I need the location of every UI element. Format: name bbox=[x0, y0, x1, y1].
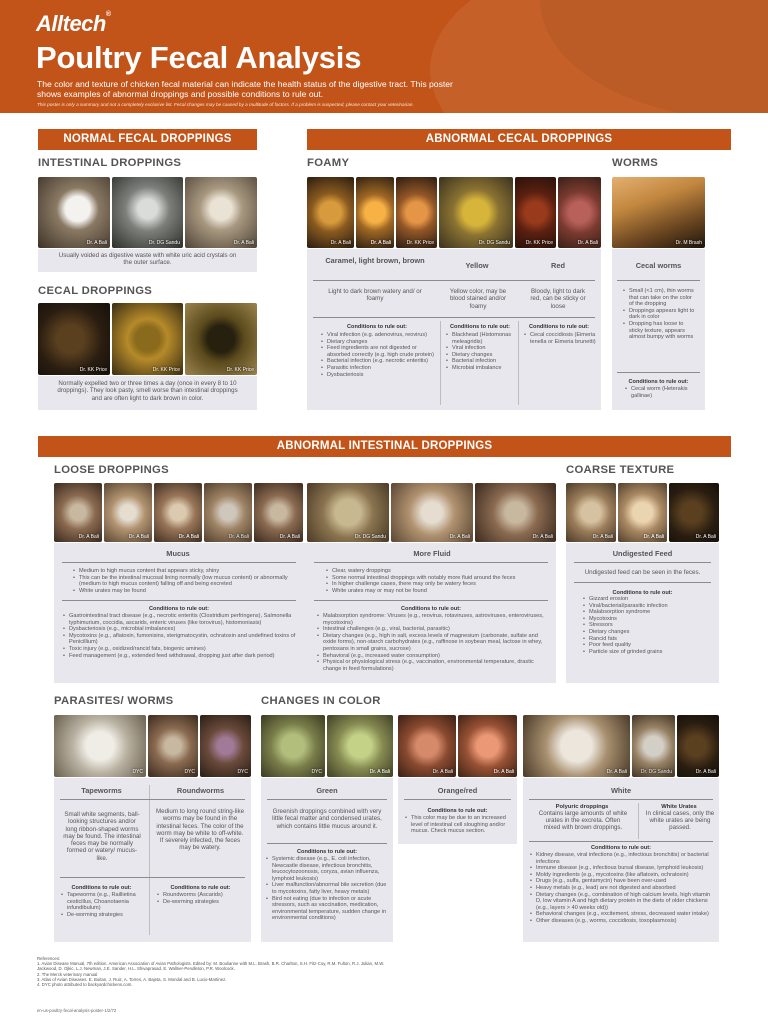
parasites-photo-strip bbox=[54, 715, 251, 777]
foamy-col-title-red: Red bbox=[551, 261, 565, 270]
divider bbox=[529, 799, 713, 800]
divider bbox=[62, 562, 296, 563]
divider bbox=[314, 600, 548, 601]
condition-item: • Mycotoxins (e.g., aflatoxin, fumonisins, sterigmatocystin, ochratoxin and undefined toxins of Penicillium) bbox=[62, 633, 300, 646]
dropping-photo bbox=[515, 177, 556, 248]
dropping-photo bbox=[154, 483, 202, 542]
divider bbox=[62, 600, 296, 601]
condition-item: • Intestinal challenges (e.g., viral, bacterial, parasitic) bbox=[316, 626, 550, 633]
desc-item: • Medium to high mucus content that appears sticky, shiny bbox=[72, 568, 296, 575]
divider bbox=[267, 843, 387, 844]
divider bbox=[617, 280, 700, 281]
condition-item: • Heavy metals (e.g., lead) are not digested and absorbed bbox=[529, 885, 717, 892]
dropping-photo bbox=[566, 483, 616, 542]
mucus-photo-strip bbox=[54, 483, 303, 542]
undigested-feed-title: Undigested Feed bbox=[612, 549, 673, 558]
dropping-photo bbox=[356, 177, 394, 248]
dropping-photo bbox=[475, 483, 556, 542]
divider bbox=[60, 877, 245, 878]
dropping-photo bbox=[669, 483, 719, 542]
dropping-photo bbox=[558, 177, 601, 248]
condition-item: • Moldy ingredients (e.g., mycotoxins (like aflatoxin, ochratoxin) bbox=[529, 872, 717, 879]
dropping-photo bbox=[112, 303, 183, 375]
conditions-list-red bbox=[523, 332, 597, 345]
condition-item: • De-worming strategies bbox=[156, 899, 248, 906]
conditions-list-tapeworms bbox=[60, 892, 148, 918]
dropping-photo bbox=[54, 483, 102, 542]
condition-item: • Parasitic infection bbox=[320, 365, 438, 372]
photo-credit: Dr. M Brash bbox=[675, 240, 702, 246]
conditions-title: Conditions to rule out: bbox=[347, 324, 407, 330]
loose-droppings-heading: LOOSE DROPPINGS bbox=[54, 464, 169, 476]
desc-item: • In higher challenge cases, there may only be watery feces bbox=[325, 581, 547, 588]
divider bbox=[149, 785, 150, 935]
roundworms-desc: Medium to long round string-like worms may be found in the intestinal feces. The color of the worm may be white to off-white. If severely infected, the feces may be watery. bbox=[155, 808, 245, 852]
divider bbox=[574, 562, 711, 563]
cecal-worms-desc bbox=[622, 288, 696, 341]
divider bbox=[60, 799, 245, 800]
cecal-worm-photo bbox=[612, 177, 705, 248]
orange-photo-strip bbox=[398, 715, 517, 777]
dropping-photo bbox=[439, 177, 513, 248]
photo-credit: Dr. A Bali bbox=[449, 534, 470, 540]
conditions-title: Conditions to rule out: bbox=[612, 590, 673, 596]
orange-red-title: Orange/red bbox=[437, 786, 478, 795]
divider bbox=[267, 799, 387, 800]
cecal-caption: Normally expelled two or three times a day (once in every 8 to 10 droppings). They look pasty, smell worse than intestinal droppings and are often light to dark brown in color. bbox=[57, 380, 238, 402]
fluid-desc bbox=[325, 568, 547, 594]
condition-item: • Poor feed quality bbox=[582, 642, 716, 649]
dropping-photo bbox=[112, 177, 183, 248]
condition-item: • Cecal worm (Heterakis gallinae) bbox=[624, 386, 700, 399]
polyuric-desc: Contains large amounts of white urates in the excreta. Often mixed with brown droppings. bbox=[538, 810, 628, 831]
condition-item: • Toxic injury (e.g., oxidized/rancid fats, biogenic amines) bbox=[62, 646, 300, 653]
worms-heading: WORMS bbox=[612, 157, 659, 169]
conditions-title: Conditions to rule out: bbox=[297, 849, 357, 855]
changes-in-color-heading: CHANGES IN COLOR bbox=[261, 695, 381, 707]
white-photo-strip bbox=[523, 715, 719, 777]
fluid-title: More Fluid bbox=[413, 549, 451, 558]
condition-item: • Dietary changes bbox=[582, 629, 716, 636]
conditions-list-green bbox=[265, 856, 391, 922]
desc-item: • White urates may be found bbox=[72, 588, 296, 595]
divider bbox=[574, 582, 711, 583]
condition-item: • Gastrointestinal tract disease (e.g., necrotic enteritis (Clostridium perfringens), Salmonella typhimurium, coccidia, ascarids, enteric viruses (like torovirus), histomoniasis) bbox=[62, 613, 300, 626]
foamy-heading: FOAMY bbox=[307, 157, 350, 169]
photo-credit: Dr. A Bali bbox=[370, 240, 391, 246]
photo-credit: Dr. KK Price bbox=[79, 367, 107, 373]
references-line: 1. Avian Disease Manual, 7th edition. American Association of Avian Pathologists. Edited by: M. Boulianne with M.L. Brash, B.R. Charlton, S.H. Fitz-Coy, R.M. Fulton, R.J. Julian, M.W. bbox=[37, 961, 385, 967]
foamy-col-desc-red: Bloody, light to dark red, can be sticky or loose bbox=[530, 288, 586, 310]
polyuric-title: Polyuric droppings bbox=[555, 804, 609, 810]
dropping-photo bbox=[632, 715, 675, 777]
photo-credit: Dr. A Bali bbox=[532, 534, 553, 540]
references-line: Jackwood, D. Ojkic, L.J. Newman, J.E. Sander, H.L. Shivaprasad, E. Wallner-Pendleton, P.R. Woolcock. bbox=[37, 966, 235, 972]
footer-code: en-us-poultry-fecal-analysis-poster-1/2/72 bbox=[37, 1008, 117, 1013]
photo-credit: Dr. DG Sandu bbox=[478, 240, 510, 246]
references-line: 3. Atlas of Avian Diseases. E. Buitan, J. Ruiz, A. Torres, A. Bajeta, S. Mondal and B. Lucio-Martinez. bbox=[37, 976, 227, 982]
desc-item: • Some normal intestinal droppings with notably more fluid around the feces bbox=[325, 575, 547, 582]
condition-item: • Tapeworms (e.g., Raillietina cesticillus, Choanotaenia infundibulum) bbox=[60, 892, 148, 912]
roundworm-photo bbox=[148, 715, 198, 777]
conditions-list-fluid bbox=[316, 613, 550, 672]
dropping-photo bbox=[307, 483, 389, 542]
tapeworm-photo bbox=[54, 715, 146, 777]
condition-item: • Dysbacteriosis bbox=[320, 372, 438, 379]
conditions-title: Conditions to rule out: bbox=[591, 845, 651, 851]
divider bbox=[638, 803, 639, 839]
dropping-photo bbox=[677, 715, 719, 777]
references bbox=[37, 956, 597, 987]
condition-item: • Behavioral changes (e.g., excitement, stress, decreased water intake) bbox=[529, 911, 717, 918]
conditions-list-mucus bbox=[62, 613, 300, 659]
photo-credit: Dr. A Bali bbox=[493, 769, 514, 775]
references-line: 4. DYC photo attributed to backyardchickens.com. bbox=[37, 982, 133, 988]
dropping-photo bbox=[398, 715, 456, 777]
conditions-list-cecal-worms bbox=[624, 386, 700, 399]
condition-item: • Cecal coccidiosis (Eimeria tenella or Eimeria brunetti) bbox=[523, 332, 597, 345]
conditions-title: Conditions to rule out: bbox=[628, 379, 689, 385]
condition-item: • Roundworms (Ascarids) bbox=[156, 892, 248, 899]
dropping-photo bbox=[185, 177, 257, 248]
condition-item: • Bird not eating (due to infection or acute stressors, such as vaccination, medication, environmental temperature, sudden change in environmental conditions) bbox=[265, 896, 391, 922]
condition-item: • Mycotoxins bbox=[582, 616, 716, 623]
condition-item: • Feed ingredients are not digested or absorbed correctly (e.g. high crude protein) bbox=[320, 345, 438, 358]
photo-credit: DYC bbox=[237, 769, 248, 775]
divider bbox=[529, 841, 713, 842]
foamy-col-title-caramel: Caramel, light brown, brown bbox=[325, 256, 425, 265]
photo-credit: Dr. A Bali bbox=[643, 534, 664, 540]
divider bbox=[518, 321, 519, 405]
photo-credit: DYC bbox=[132, 769, 143, 775]
photo-credit: Dr. A Bali bbox=[86, 240, 107, 246]
conditions-list-coarse bbox=[582, 596, 716, 655]
coarse-photo-strip bbox=[566, 483, 719, 542]
divider bbox=[313, 280, 595, 281]
disclaimer-text: This poster is only a summary and not a completely exclusive list. Fecal changes may be caused by a multitude of factors. If a problem is suspected, please contact your veterinarian. bbox=[37, 102, 414, 107]
dropping-photo bbox=[307, 177, 354, 248]
abnormal-intestinal-banner: ABNORMAL INTESTINAL DROPPINGS bbox=[38, 436, 731, 457]
foamy-photo-strip bbox=[307, 177, 601, 248]
conditions-title: Conditions to rule out: bbox=[71, 885, 132, 891]
condition-item: • Dietary changes (e.g., combination of high calcium levels, high vitamin D, low vitamin A and high dietary protein in the diets of older chickens (e.g., layers > 40 weeks old)) bbox=[529, 892, 717, 912]
divider bbox=[314, 562, 548, 563]
desc-item: • Clear, watery droppings bbox=[325, 568, 547, 575]
condition-item: • Malabsorption syndrome bbox=[582, 609, 716, 616]
condition-item: • Malabsorption syndrome: Viruses (e.g., reovirus, rotaviruses, astroviruses, enteroviruses, mycotoxins) bbox=[316, 613, 550, 626]
condition-item: • Other diseases (e.g., worms, coccidiosis, toxoplasmosis) bbox=[529, 918, 717, 925]
header bbox=[0, 0, 768, 113]
photo-credit: Dr. A Bali bbox=[128, 534, 149, 540]
tapeworms-title: Tapeworms bbox=[81, 786, 122, 795]
roundworms-title: Roundworms bbox=[176, 786, 225, 795]
condition-item: • This color may be due to an increased level of intestinal cell sloughing and/or mucus. Check mucus section. bbox=[404, 815, 514, 835]
condition-item: • Liver malfunction/abnormal bile secretion (due to mycotoxins, fatty liver, heavy metals) bbox=[265, 882, 391, 895]
conditions-list-roundworms bbox=[156, 892, 248, 905]
mucus-desc bbox=[72, 568, 296, 594]
condition-item: • De-worming strategies bbox=[60, 912, 148, 919]
divider bbox=[617, 372, 700, 373]
condition-item: • Physical or physiological stress (e.g., vaccination, environmental temperature, drastic change in feed formulations) bbox=[316, 659, 550, 672]
condition-item: • Viral/bacterial/parasitic infection bbox=[582, 603, 716, 610]
dropping-photo bbox=[458, 715, 517, 777]
photo-credit: Dr. A Bali bbox=[577, 240, 598, 246]
green-desc: Greenish droppings combined with very little fecal matter and condensed urates, which contains little mucus around it. bbox=[272, 808, 382, 830]
conditions-title: Conditions to rule out: bbox=[401, 606, 461, 612]
photo-credit: Dr. A Bali bbox=[279, 534, 300, 540]
photo-credit: Dr. A Bali bbox=[178, 534, 199, 540]
condition-item: • Dietary changes (e.g., high in salt, excess levels of magnesium (carbonate, sulfate and oxide forms), non-starch carbohydrates (e.g., raffinose in soybean meal, lactose in whey, pentosans in small grains, sucrose) bbox=[316, 633, 550, 653]
green-photo-strip bbox=[261, 715, 393, 777]
condition-item: • Dysbacteriosis (e.g., microbial imbalances) bbox=[62, 626, 300, 633]
dropping-photo bbox=[38, 177, 110, 248]
normal-droppings-banner: NORMAL FECAL DROPPINGS bbox=[38, 129, 257, 150]
photo-credit: Dr. A Bali bbox=[330, 240, 351, 246]
photo-credit: Dr. A Bali bbox=[695, 769, 716, 775]
photo-credit: Dr. DG Sandu bbox=[354, 534, 386, 540]
tapeworms-desc: Small white segments, ball-looking structures and/or long ribbon-shaped worms may be found. The intestinal feces may be normally formed or watery/ mucus-like. bbox=[63, 811, 141, 862]
photo-credit: DYC bbox=[311, 769, 322, 775]
dropping-photo bbox=[104, 483, 152, 542]
photo-credit: Dr. A Bali bbox=[233, 240, 254, 246]
condition-item: • Immune disease (e.g., infectious bursal disease, lymphoid leukosis) bbox=[529, 865, 717, 872]
green-title: Green bbox=[316, 786, 338, 795]
parasites-heading: PARASITES/ WORMS bbox=[54, 695, 174, 707]
condition-item: • Rancid fats bbox=[582, 636, 716, 643]
dropping-photo bbox=[185, 303, 257, 375]
photo-credit: Dr. KK Price bbox=[525, 240, 553, 246]
conditions-list-yellow bbox=[445, 332, 517, 372]
photo-credit: Dr. A Bali bbox=[695, 534, 716, 540]
dropping-photo bbox=[523, 715, 630, 777]
white-urates-title: White Urates bbox=[661, 804, 697, 810]
foamy-col-desc-caramel: Light to dark brown watery and/ or foamy bbox=[328, 288, 422, 303]
condition-item: • Viral infection bbox=[445, 345, 517, 352]
condition-item: • Viral infection (e.g. adenovirus, reovirus) bbox=[320, 332, 438, 339]
photo-credit: Dr. A Bali bbox=[592, 534, 613, 540]
divider bbox=[313, 317, 595, 318]
divider bbox=[404, 799, 511, 800]
undigested-feed-desc: Undigested feed can be seen in the feces. bbox=[584, 569, 701, 576]
dropping-photo bbox=[327, 715, 393, 777]
condition-item: • Feed management (e.g., extended feed withdrawal, dropping just after dark period) bbox=[62, 653, 300, 660]
condition-item: • Bacterial infection (e.g. necrotic enteritis) bbox=[320, 358, 438, 365]
condition-item: • Bacterial infection bbox=[445, 358, 517, 365]
conditions-title: Conditions to rule out: bbox=[450, 324, 510, 330]
mucus-title: Mucus bbox=[166, 549, 190, 558]
condition-item: • Dietary changes bbox=[320, 339, 438, 346]
photo-credit: DYC bbox=[184, 769, 195, 775]
condition-item: • Drugs (e.g., sulfa, gentamycin) have been over-used bbox=[529, 878, 717, 885]
conditions-list-orange bbox=[404, 815, 514, 835]
dropping-photo bbox=[396, 177, 437, 248]
desc-item: • Dropping has loose to sticky texture, appears almost bumpy with worms bbox=[622, 321, 696, 341]
conditions-list-caramel bbox=[320, 332, 438, 378]
dropping-photo bbox=[618, 483, 667, 542]
condition-item: • Systemic disease (e.g., E. coli infection, Newcastle disease, infectious bronchitis, leucocytozoonosis, coryza, avian influenza, lymphoid leukosis) bbox=[265, 856, 391, 882]
white-urates-desc: In clinical cases, only the white urates are being passed. bbox=[645, 810, 715, 831]
condition-item: • Stressors bbox=[582, 622, 716, 629]
cecal-photo-strip bbox=[38, 303, 257, 375]
photo-credit: Dr. KK Price bbox=[226, 367, 254, 373]
dropping-photo bbox=[254, 483, 303, 542]
photo-credit: Dr. A Bali bbox=[606, 769, 627, 775]
foamy-col-desc-yellow: Yellow color, may be blood stained and/or foamy bbox=[449, 288, 507, 310]
photo-credit: Dr. KK Price bbox=[406, 240, 434, 246]
condition-item: • Microbial imbalance bbox=[445, 365, 517, 372]
conditions-title: Conditions to rule out: bbox=[529, 324, 589, 330]
worms-photo-strip bbox=[612, 177, 705, 248]
intestinal-droppings-heading: INTESTINAL DROPPINGS bbox=[38, 157, 182, 169]
photo-credit: Dr. KK Price bbox=[152, 367, 180, 373]
conditions-title: Conditions to rule out: bbox=[427, 808, 488, 814]
photo-credit: Dr. A Bali bbox=[228, 534, 249, 540]
intestinal-photo-strip bbox=[38, 177, 257, 248]
photo-credit: Dr. A Bali bbox=[432, 769, 453, 775]
condition-item: • Blackhead (Histomonas meleagridis) bbox=[445, 332, 517, 345]
dropping-photo bbox=[38, 303, 110, 375]
photo-credit: Dr. DG Sandu bbox=[640, 769, 672, 775]
photo-credit: Dr. A Bali bbox=[369, 769, 390, 775]
desc-item: • This can be the intestinal mucosal lining normally (low mucus content) or abnormally (medium to high mucus content) falling off and being excreted bbox=[72, 575, 296, 588]
coarse-texture-heading: COARSE TEXTURE bbox=[566, 464, 675, 476]
cecal-droppings-heading: CECAL DROPPINGS bbox=[38, 285, 153, 297]
photo-credit: Dr. DG Sandu bbox=[148, 240, 180, 246]
condition-item: • Behavioral (e.g., increased water consumption) bbox=[316, 653, 550, 660]
roundworm-photo bbox=[200, 715, 251, 777]
abnormal-cecal-banner: ABNORMAL CECAL DROPPINGS bbox=[307, 129, 731, 150]
condition-item: • Kidney disease, viral infections (e.g., infectious bronchitis) or bacterial infections bbox=[529, 852, 717, 865]
references-line: 2. The Merck veterinary manual bbox=[37, 971, 98, 977]
alltech-logo: Alltech® bbox=[36, 11, 111, 36]
fluid-photo-strip bbox=[307, 483, 556, 542]
desc-item: • Small (<1 cm), thin worms that can take on the color of the dropping bbox=[622, 288, 696, 308]
condition-item: • Dietary changes bbox=[445, 352, 517, 359]
dropping-photo bbox=[391, 483, 473, 542]
desc-item: • Droppings appears light to dark in color bbox=[622, 308, 696, 321]
dropping-photo bbox=[204, 483, 252, 542]
intro-text: The color and texture of chicken fecal material can indicate the health status of the digestive tract. This poster shows examples of abnormal droppings and possible conditions to rule out. bbox=[37, 79, 453, 99]
conditions-title: Conditions to rule out: bbox=[149, 606, 209, 612]
references-line: References: bbox=[37, 956, 61, 961]
photo-credit: Dr. A Bali bbox=[78, 534, 99, 540]
conditions-list-white bbox=[529, 852, 717, 925]
divider bbox=[440, 321, 441, 405]
desc-item: • White urates may or may not be found bbox=[325, 588, 547, 595]
condition-item: • Particle size of grinded grains bbox=[582, 649, 716, 656]
conditions-title: Conditions to rule out: bbox=[170, 885, 231, 891]
white-title: White bbox=[610, 786, 632, 795]
condition-item: • Gizzard erosion bbox=[582, 596, 716, 603]
dropping-photo bbox=[261, 715, 325, 777]
page-title: Poultry Fecal Analysis bbox=[36, 40, 362, 75]
intestinal-caption: Usually voided as digestive waste with white uric acid crystals on the outer surface. bbox=[58, 252, 237, 267]
foamy-col-title-yellow: Yellow bbox=[465, 261, 489, 270]
cecal-worms-title: Cecal worms bbox=[635, 261, 682, 270]
